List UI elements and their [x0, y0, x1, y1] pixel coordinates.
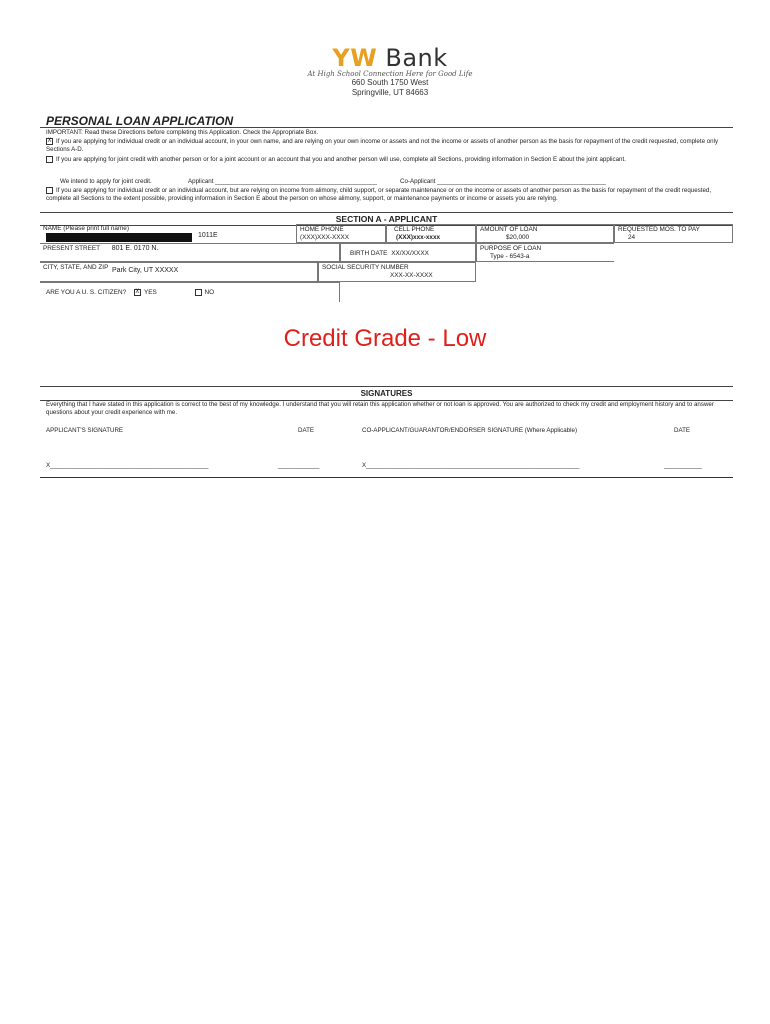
option-individual-text: If you are applying for individual credit or an individual account, in your own name, and are relying on your own income or assets and not the income or assets of another person as the basis for repayment of the credit requested, complete only Sections A-D. — [46, 138, 719, 153]
option-reliance — [46, 187, 726, 202]
purpose-value: Type - 6543-a — [490, 252, 530, 260]
birth-date-cell[interactable] — [340, 243, 476, 262]
individual-checkbox[interactable]: X — [47, 138, 52, 144]
birth-date-row — [344, 250, 472, 258]
joint-checkbox[interactable] — [46, 156, 53, 163]
street-value: 801 E. 0170 N. — [111, 245, 159, 252]
bank-tagline: At High School Connection Here for Good Life — [307, 70, 473, 78]
date-line[interactable]: ____________ — [278, 462, 320, 469]
name-extra-value: 1011E — [198, 232, 218, 239]
birth-date-value: XX/XX/XXXX — [391, 250, 429, 257]
bottom-rule — [40, 477, 733, 478]
bank-address-line1: 660 South 1750 West — [351, 78, 429, 87]
option-joint-text: If you are applying for joint credit with another person or for a joint account or an account that you and another person will use, complete all Sections, providing information in Section E about the joint applicant. — [56, 156, 626, 164]
ssn-value: XXX-XX-XXXX — [390, 271, 433, 279]
home-phone-value: (XXX)XXX-XXXX — [300, 233, 350, 241]
bank-name-accent: YW — [332, 44, 378, 72]
title-divider — [40, 127, 733, 128]
amount-label: AMOUNT OF LOAN — [480, 226, 538, 233]
home-phone-cell[interactable] — [296, 224, 386, 243]
date-line-2[interactable]: ___________ — [664, 462, 702, 469]
bank-name — [300, 44, 480, 72]
city-value: Park City, UT XXXXX — [112, 267, 179, 274]
citizen-row — [43, 289, 336, 297]
birth-date-label: BIRTH DATE — [350, 250, 388, 257]
coapplicant-line[interactable]: Co-Applicant _________________________________________________ — [400, 178, 606, 185]
option-individual — [46, 138, 726, 153]
date-label: DATE — [298, 427, 315, 434]
amount-cell[interactable] — [476, 224, 614, 243]
applicant-signature-label: APPLICANT'S SIGNATURE — [46, 427, 124, 434]
city-cell[interactable] — [40, 262, 318, 282]
citizen-yes-checkbox[interactable]: X — [135, 289, 140, 295]
name-redaction — [46, 233, 192, 242]
applicant-line[interactable]: Applicant _______________________________________________ — [188, 178, 377, 185]
ssn-cell[interactable] — [318, 262, 476, 282]
street-cell[interactable] — [40, 243, 340, 262]
amount-value: $20,000 — [506, 233, 530, 241]
cell-phone-label: CELL PHONE — [394, 226, 435, 233]
months-value: 24 — [628, 233, 636, 241]
bank-address-line2: Springville, UT 84663 — [351, 88, 429, 97]
signatures-heading: SIGNATURES — [40, 386, 733, 401]
purpose-cell[interactable] — [476, 243, 614, 262]
section-a-heading: SECTION A - APPLICANT — [40, 212, 733, 226]
months-cell[interactable] — [614, 224, 733, 243]
name-label: NAME (Please print full name) — [43, 225, 129, 232]
ssn-label: SOCIAL SECURITY NUMBER — [322, 264, 409, 271]
citizen-label: ARE YOU A U. S. CITIZEN? — [46, 289, 127, 297]
city-label: CITY, STATE, AND ZIP — [43, 264, 109, 271]
coapplicant-signature-label: CO-APPLICANT/GUARANTOR/ENDORSER SIGNATURE (Where Applicable) — [362, 427, 578, 434]
date-label-2: DATE — [674, 427, 691, 434]
purpose-label: PURPOSE OF LOAN — [480, 245, 542, 252]
months-label: REQUESTED MOS. TO PAY — [618, 226, 700, 233]
applicant-signature-line[interactable]: X______________________________________________ — [46, 462, 209, 469]
citizen-no-checkbox[interactable] — [195, 289, 202, 296]
cell-phone-cell[interactable] — [386, 224, 476, 243]
joint-intent-text: We intend to apply for joint credit. — [60, 178, 152, 185]
citizen-no-label: NO — [204, 289, 215, 297]
cell-phone-value: (XXX)xxx-xxxx — [396, 233, 441, 241]
home-phone-label: HOME PHONE — [300, 226, 344, 233]
signatures-statement: Everything that I have stated in this application is correct to the best of my knowledge. I understand that you will retain this application whether or not loan is approved. You are authorized to check my credit and employment history and to answer questions about your credit experience with me. — [46, 401, 714, 416]
form-title: PERSONAL LOAN APPLICATION — [46, 114, 234, 128]
street-label: PRESENT STREET — [43, 245, 100, 252]
option-joint — [46, 156, 726, 164]
important-note: IMPORTANT: Read these Directions before completing this Application. Check the Appropriate Box. — [46, 129, 319, 136]
credit-grade-stamp: Credit Grade - Low — [283, 325, 487, 352]
reliance-checkbox[interactable] — [46, 187, 53, 194]
bank-logo — [300, 44, 480, 98]
option-reliance-text: If you are applying for individual credit or an individual account, but are relying on income from alimony, child support, or separate maintenance or on the income or assets of another person as the basis for repayment of the credit requested, complete all Sections to the extent possible, providing information in Section E about the person on whose alimony, support, or maintenance payments or income or assets you are relying. — [46, 187, 712, 202]
citizen-cell — [40, 282, 340, 302]
coapplicant-signature-line[interactable]: X______________________________________________________________ — [362, 462, 580, 469]
citizen-yes-label: YES — [143, 289, 157, 297]
bank-name-rest: Bank — [377, 44, 448, 72]
